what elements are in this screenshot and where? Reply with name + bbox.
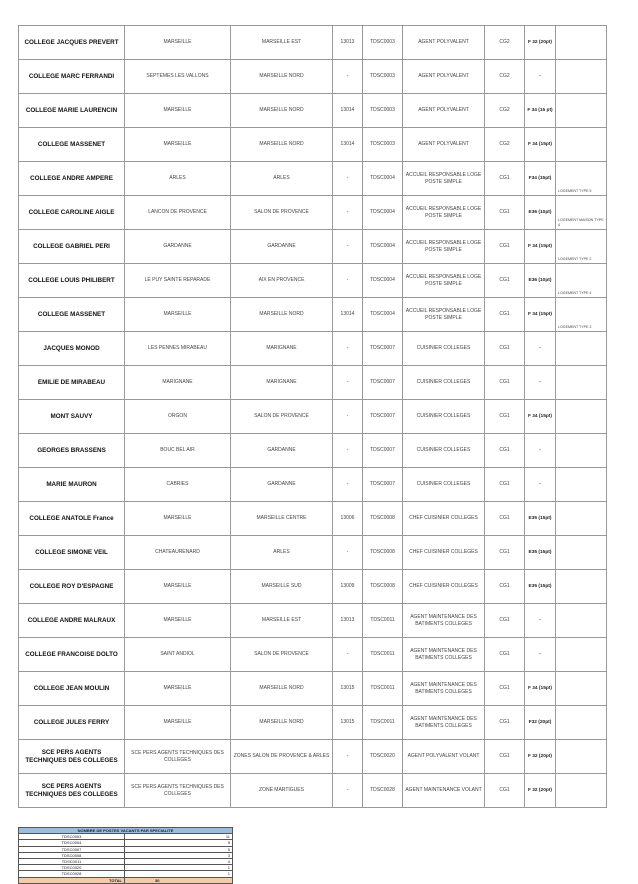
category-cell: CG1 [485, 196, 525, 230]
postal-code-cell: - [333, 638, 363, 672]
postal-code-cell: - [333, 196, 363, 230]
job-title-cell: AGENT POLYVALENT [403, 26, 485, 60]
zone-cell: MARSEILLE CENTRE [231, 502, 333, 536]
job-title-cell: AGENT MAINTENANCE DES BATIMENTS COLLEGES [403, 638, 485, 672]
category-cell: CG1 [485, 536, 525, 570]
job-title-cell: CUISINIER COLLEGES [403, 366, 485, 400]
job-title-cell: AGENT MAINTENANCE DES BATIMENTS COLLEGES [403, 604, 485, 638]
job-title-cell: AGENT MAINTENANCE DES BATIMENTS COLLEGES [403, 706, 485, 740]
grade-cell: - [525, 434, 556, 468]
school-name-cell: COLLEGE ANDRE MALRAUX [19, 604, 125, 638]
grade-cell: F 34 (15 pt) [525, 94, 556, 128]
postal-code-cell: - [333, 468, 363, 502]
category-cell: CG1 [485, 468, 525, 502]
zone-cell: SALON DE PROVENCE [231, 638, 333, 672]
school-name-cell: GEORGES BRASSENS [19, 434, 125, 468]
table-row [19, 298, 607, 332]
table-row [19, 94, 607, 128]
job-code-cell: TDSC0003 [363, 94, 403, 128]
grade-cell: F 34 (15pt) [525, 230, 556, 264]
commune-cell: MARSEILLE [125, 604, 231, 638]
grade-cell: E35 (15pt) [525, 570, 556, 604]
zone-cell: MARSEILLE NORD [231, 94, 333, 128]
job-title-cell: AGENT MAINTENANCE VOLANT [403, 774, 485, 808]
commune-cell: BOUC BEL AIR [125, 434, 231, 468]
summary-code: TDSC0020 [19, 865, 125, 871]
school-name-cell: COLLEGE CAROLINE AIGLE [19, 196, 125, 230]
table-row [19, 434, 607, 468]
table-row [19, 672, 607, 706]
commune-cell: MARSEILLE [125, 128, 231, 162]
table-row [19, 774, 607, 808]
job-code-cell: TDSC0003 [363, 26, 403, 60]
table-row [19, 706, 607, 740]
job-code-cell: TDSC0007 [363, 332, 403, 366]
category-cell: CG1 [485, 366, 525, 400]
zone-cell: MARSEILLE NORD [231, 298, 333, 332]
postal-code-cell: 13006 [333, 502, 363, 536]
grade-cell: - [525, 604, 556, 638]
grade-cell: F 34 (15pt) [525, 672, 556, 706]
table-row [19, 332, 607, 366]
housing-note-cell: LOGEMENT TYPE 5 [556, 162, 607, 196]
table-row [19, 740, 607, 774]
category-cell: CG1 [485, 230, 525, 264]
summary-code: TDSC0003 [19, 834, 125, 840]
category-cell: CG1 [485, 740, 525, 774]
commune-cell: MARSEILLE [125, 672, 231, 706]
zone-cell: MARSEILLE NORD [231, 128, 333, 162]
table-row [19, 128, 607, 162]
category-cell: CG1 [485, 774, 525, 808]
commune-cell: ARLES [125, 162, 231, 196]
housing-note-cell [556, 740, 607, 774]
table-row [19, 502, 607, 536]
grade-cell: F 32 (20pt) [525, 26, 556, 60]
housing-note-cell [556, 706, 607, 740]
job-title-cell: ACCUEIL RESPONSABLE LOGE POSTE SIMPLE [403, 264, 485, 298]
zone-cell: GARDANNE [231, 434, 333, 468]
housing-note-cell [556, 468, 607, 502]
zone-cell: MARIGNANE [231, 332, 333, 366]
housing-note-cell [556, 400, 607, 434]
job-code-cell: TDSC0008 [363, 502, 403, 536]
postal-code-cell: - [333, 400, 363, 434]
summary-code: TDSC0004 [19, 840, 125, 846]
housing-note-cell [556, 672, 607, 706]
summary-title: NOMBRE DE POSTES VACANTS PAR SPECIALITE [19, 828, 233, 834]
postal-code-cell: 13015 [333, 672, 363, 706]
commune-cell: MARSEILLE [125, 706, 231, 740]
category-cell: CG1 [485, 162, 525, 196]
job-title-cell: AGENT POLYVALENT [403, 128, 485, 162]
commune-cell: MARSEILLE [125, 570, 231, 604]
category-cell: CG2 [485, 94, 525, 128]
postal-code-cell: - [333, 162, 363, 196]
total-label: TOTAL [19, 877, 125, 883]
job-title-cell: CHEF CUISINIER COLLEGES [403, 502, 485, 536]
commune-cell: MARSEILLE [125, 94, 231, 128]
zone-cell: MARSEILLE EST [231, 26, 333, 60]
school-name-cell: COLLEGE MASSENET [19, 128, 125, 162]
zone-cell: GARDANNE [231, 230, 333, 264]
category-cell: CG2 [485, 60, 525, 94]
job-title-cell: CUISINIER COLLEGES [403, 434, 485, 468]
school-name-cell: COLLEGE SIMONE VEIL [19, 536, 125, 570]
zone-cell: MARSEILLE NORD [231, 60, 333, 94]
commune-cell: LANCON DE PROVENCE [125, 196, 231, 230]
school-name-cell: SCE PERS AGENTS TECHNIQUES DES COLLEGES [19, 740, 125, 774]
school-name-cell: COLLEGE ROY D'ESPAGNE [19, 570, 125, 604]
job-code-cell: TDSC0004 [363, 196, 403, 230]
housing-note-cell [556, 774, 607, 808]
job-title-cell: AGENT POLYVALENT VOLANT [403, 740, 485, 774]
zone-cell: SALON DE PROVENCE [231, 400, 333, 434]
table-row [19, 230, 607, 264]
table-row [19, 60, 607, 94]
school-name-cell: COLLEGE JULES FERRY [19, 706, 125, 740]
postal-code-cell: 13009 [333, 570, 363, 604]
category-cell: CG1 [485, 502, 525, 536]
category-cell: CG1 [485, 332, 525, 366]
school-name-cell: COLLEGE GABRIEL PERI [19, 230, 125, 264]
postal-code-cell: 13014 [333, 128, 363, 162]
postal-code-cell: 13014 [333, 298, 363, 332]
grade-cell: - [525, 60, 556, 94]
table-row [19, 196, 607, 230]
grade-cell: - [525, 638, 556, 672]
postal-code-cell: - [333, 434, 363, 468]
postal-code-cell: 13013 [333, 604, 363, 638]
summary-code: TDSC0011 [19, 858, 125, 864]
total-value: 30 [125, 877, 233, 883]
summary-count: 4 [125, 858, 233, 864]
postal-code-cell: 13014 [333, 94, 363, 128]
commune-cell: MARIGNANE [125, 366, 231, 400]
job-code-cell: TDSC0007 [363, 468, 403, 502]
table-row [19, 638, 607, 672]
school-name-cell: MARIE MAURON [19, 468, 125, 502]
postal-code-cell: 13013 [333, 26, 363, 60]
grade-cell: F 32 (20pt) [525, 774, 556, 808]
school-name-cell: COLLEGE MARIE LAURENCIN [19, 94, 125, 128]
job-title-cell: CUISINIER COLLEGES [403, 332, 485, 366]
zone-cell: GARDANNE [231, 468, 333, 502]
page-content [18, 25, 606, 884]
category-cell: CG1 [485, 604, 525, 638]
category-cell: CG2 [485, 128, 525, 162]
table-row [19, 366, 607, 400]
grade-cell: E36 (10pt) [525, 264, 556, 298]
job-code-cell: TDSC0003 [363, 60, 403, 94]
school-name-cell: COLLEGE LOUIS PHILIBERT [19, 264, 125, 298]
grade-cell: - [525, 332, 556, 366]
postal-code-cell: 13015 [333, 706, 363, 740]
job-code-cell: TDSC0011 [363, 638, 403, 672]
housing-note-cell [556, 366, 607, 400]
job-code-cell: TDSC0004 [363, 162, 403, 196]
table-row [19, 162, 607, 196]
job-code-cell: TDSC0004 [363, 264, 403, 298]
school-name-cell: COLLEGE MARC FERRANDI [19, 60, 125, 94]
job-title-cell: ACCUEIL RESPONSABLE LOGE POSTE SIMPLE [403, 162, 485, 196]
summary-count: 11 [125, 834, 233, 840]
school-name-cell: COLLEGE ANATOLE France [19, 502, 125, 536]
category-cell: CG1 [485, 638, 525, 672]
commune-cell: CABRIES [125, 468, 231, 502]
grade-cell: F34 (15pt) [525, 162, 556, 196]
housing-note-cell [556, 26, 607, 60]
grade-cell: - [525, 468, 556, 502]
category-cell: CG2 [485, 26, 525, 60]
table-row [19, 570, 607, 604]
summary-count: 5 [125, 846, 233, 852]
job-code-cell: TDSC0008 [363, 570, 403, 604]
zone-cell: MARSEILLE SUD [231, 570, 333, 604]
zone-cell: ZONE MARTIGUES [231, 774, 333, 808]
postal-code-cell: - [333, 740, 363, 774]
category-cell: CG1 [485, 672, 525, 706]
commune-cell: MARSEILLE [125, 502, 231, 536]
zone-cell: ARLES [231, 536, 333, 570]
zone-cell: ZONES SALON DE PROVENCE & ARLES [231, 740, 333, 774]
table-row [19, 264, 607, 298]
grade-cell: F 34 (15pt) [525, 128, 556, 162]
grade-cell: E35 (15pt) [525, 536, 556, 570]
school-name-cell: COLLEGE FRANCOISE DOLTO [19, 638, 125, 672]
zone-cell: MARSEILLE NORD [231, 672, 333, 706]
housing-note-cell: LOGEMENT TYPE 4 [556, 264, 607, 298]
summary-count: 5 [125, 840, 233, 846]
commune-cell: SCE PERS AGENTS TECHNIQUES DES COLLEGES [125, 740, 231, 774]
school-name-cell: MONT SAUVY [19, 400, 125, 434]
housing-note-cell: LOGEMENT TYPE 2 [556, 230, 607, 264]
postal-code-cell: - [333, 366, 363, 400]
grade-cell: F 34 (15pt) [525, 400, 556, 434]
commune-cell: GARDANNE [125, 230, 231, 264]
housing-note-cell [556, 332, 607, 366]
housing-note-cell: LOGEMENT TYPE 3 [556, 298, 607, 332]
job-code-cell: TDSC0028 [363, 774, 403, 808]
table-row [19, 536, 607, 570]
grade-cell: - [525, 366, 556, 400]
job-code-cell: TDSC0011 [363, 706, 403, 740]
school-name-cell: EMILIE DE MIRABEAU [19, 366, 125, 400]
grade-cell: E36 (10pt) [525, 196, 556, 230]
job-title-cell: AGENT MAINTENANCE DES BATIMENTS COLLEGES [403, 672, 485, 706]
category-cell: CG1 [485, 298, 525, 332]
housing-note-cell [556, 434, 607, 468]
table-row [19, 468, 607, 502]
summary-total-row [19, 877, 233, 883]
job-code-cell: TDSC0007 [363, 400, 403, 434]
grade-cell: F32 (20pt) [525, 706, 556, 740]
housing-note-cell [556, 604, 607, 638]
job-title-cell: CUISINIER COLLEGES [403, 400, 485, 434]
table-row [19, 400, 607, 434]
housing-note-cell [556, 536, 607, 570]
job-code-cell: TDSC0008 [363, 536, 403, 570]
job-code-cell: TDSC0004 [363, 230, 403, 264]
commune-cell: CHATEAURENARD [125, 536, 231, 570]
category-cell: CG1 [485, 264, 525, 298]
housing-note-cell [556, 638, 607, 672]
job-title-cell: ACCUEIL RESPONSABLE LOGE POSTE SIMPLE [403, 230, 485, 264]
commune-cell: LE PUY SAINTE REPARADE [125, 264, 231, 298]
commune-cell: SEPTEMES LES VALLONS [125, 60, 231, 94]
job-title-cell: AGENT POLYVALENT [403, 60, 485, 94]
job-code-cell: TDSC0007 [363, 366, 403, 400]
summary-count: 1 [125, 865, 233, 871]
postal-code-cell: - [333, 536, 363, 570]
job-code-cell: TDSC0011 [363, 672, 403, 706]
postal-code-cell: - [333, 264, 363, 298]
category-cell: CG1 [485, 706, 525, 740]
job-code-cell: TDSC0020 [363, 740, 403, 774]
zone-cell: SALON DE PROVENCE [231, 196, 333, 230]
grade-cell: E35 (15pt) [525, 502, 556, 536]
summary-count: 3 [125, 852, 233, 858]
job-code-cell: TDSC0011 [363, 604, 403, 638]
vacancies-table [18, 25, 607, 808]
school-name-cell: JACQUES MONOD [19, 332, 125, 366]
job-title-cell: ACCUEIL RESPONSABLE LOGE POSTE SIMPLE [403, 298, 485, 332]
zone-cell: AIX EN PROVENCE [231, 264, 333, 298]
grade-cell: F 34 (15pt) [525, 298, 556, 332]
commune-cell: MARSEILLE [125, 298, 231, 332]
summary-code: TDSC0008 [19, 852, 125, 858]
job-code-cell: TDSC0007 [363, 434, 403, 468]
summary-code: TDSC0007 [19, 846, 125, 852]
housing-note-cell [556, 570, 607, 604]
job-title-cell: CUISINIER COLLEGES [403, 468, 485, 502]
zone-cell: ARLES [231, 162, 333, 196]
postal-code-cell: - [333, 332, 363, 366]
zone-cell: MARSEILLE EST [231, 604, 333, 638]
category-cell: CG1 [485, 400, 525, 434]
grade-cell: F 32 (20pt) [525, 740, 556, 774]
housing-note-cell [556, 94, 607, 128]
category-cell: CG1 [485, 570, 525, 604]
summary-code: TDSC0028 [19, 871, 125, 877]
housing-note-cell [556, 60, 607, 94]
school-name-cell: SCE PERS AGENTS TECHNIQUES DES COLLEGES [19, 774, 125, 808]
summary-table [18, 827, 233, 884]
postal-code-cell: - [333, 230, 363, 264]
job-code-cell: TDSC0004 [363, 298, 403, 332]
postal-code-cell: - [333, 774, 363, 808]
commune-cell: ORGON [125, 400, 231, 434]
school-name-cell: COLLEGE JACQUES PREVERT [19, 26, 125, 60]
job-title-cell: ACCUEIL RESPONSABLE LOGE POSTE SIMPLE [403, 196, 485, 230]
table-row [19, 604, 607, 638]
housing-note-cell: LOGEMENT MAISON TYPE 4 [556, 196, 607, 230]
table-row [19, 26, 607, 60]
zone-cell: MARIGNANE [231, 366, 333, 400]
commune-cell: MARSEILLE [125, 26, 231, 60]
school-name-cell: COLLEGE ANDRE AMPERE [19, 162, 125, 196]
school-name-cell: COLLEGE JEAN MOULIN [19, 672, 125, 706]
school-name-cell: COLLEGE MASSENET [19, 298, 125, 332]
job-title-cell: AGENT POLYVALENT [403, 94, 485, 128]
summary-count: 1 [125, 871, 233, 877]
zone-cell: MARSEILLE NORD [231, 706, 333, 740]
commune-cell: LES PENNES MIRABEAU [125, 332, 231, 366]
housing-note-cell [556, 502, 607, 536]
commune-cell: SAINT ANDIOL [125, 638, 231, 672]
housing-note-cell [556, 128, 607, 162]
job-title-cell: CHEF CUISINIER COLLEGES [403, 570, 485, 604]
postal-code-cell: - [333, 60, 363, 94]
category-cell: CG1 [485, 434, 525, 468]
job-code-cell: TDSC0003 [363, 128, 403, 162]
job-title-cell: CHEF CUISINIER COLLEGES [403, 536, 485, 570]
commune-cell: SCE PERS AGENTS TECHNIQUES DES COLLEGES [125, 774, 231, 808]
